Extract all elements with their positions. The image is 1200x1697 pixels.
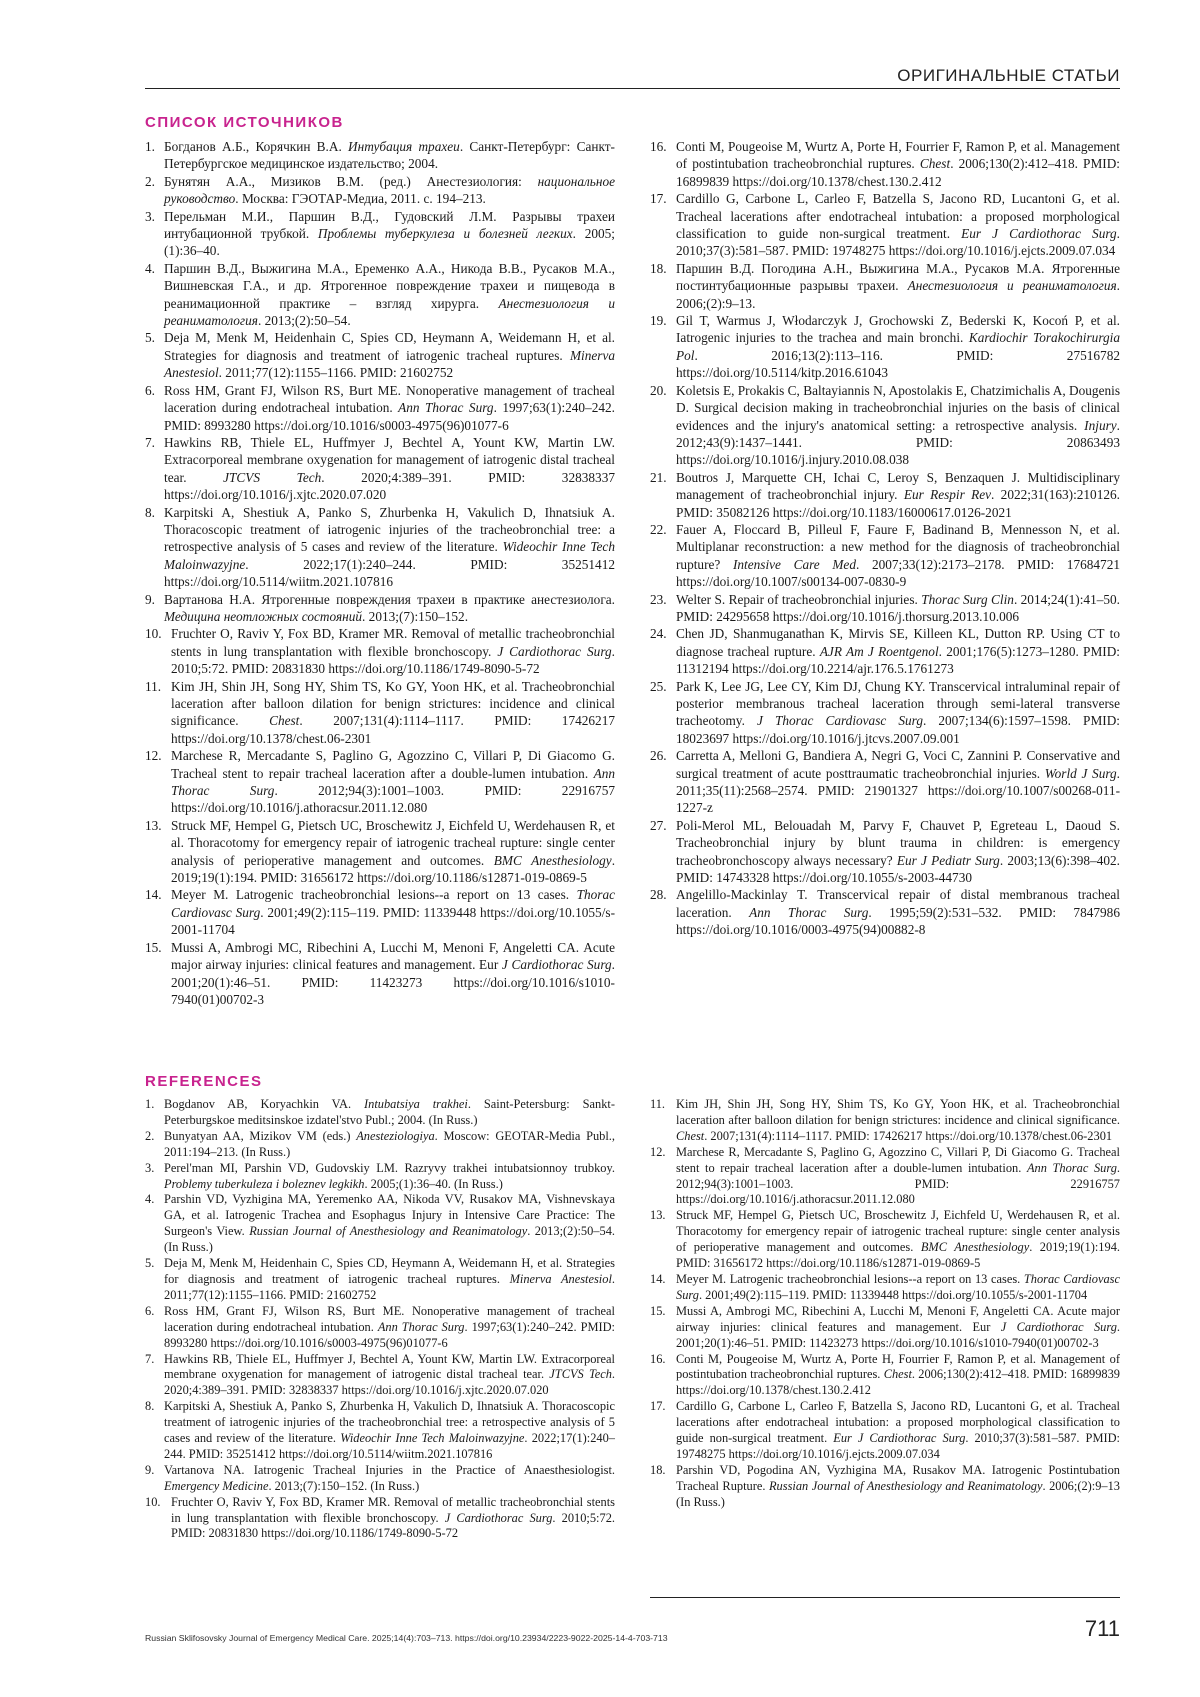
reference-number: 26. <box>650 748 667 764</box>
reference-number: 24. <box>650 626 667 642</box>
reference-number: 28. <box>650 887 667 903</box>
reference-text: Parshin VD, Pogodina AN, Vyzhigina MA, Rusakov MA. Iatrogenic Postintubation Tracheal Rupture. <box>676 1462 1120 1493</box>
reference-journal: J Cardiothorac Surg <box>497 643 612 659</box>
reference-item <box>650 1097 1120 1145</box>
reference-item <box>145 1129 615 1161</box>
reference-number: 3. <box>145 1160 155 1175</box>
reference-text: Ross HM, Grant FJ, Wilson RS, Burt ME. Nonoperative management of tracheal laceration during endotracheal intubation. <box>164 382 615 416</box>
reference-details: . 2012;94(3):1001–1003. PMID: 22916757 https://doi.org/10.1016/j.athoracsur.2011.12.080 <box>171 783 615 816</box>
reference-text: Паршин В.Д., Выжигина М.А., Еременко А.А., Никода В.В., Русаков М.А., Вишневская Г.А., и др. Ятрогенное повреждение трахеи и пищевода в реанимационной практике – взгляд хирурга. <box>164 260 615 311</box>
reference-text: Carretta A, Melloni G, Bandiera A, Negri G, Voci C, Zannini P. Conservative and surgical treatment of acute posttraumatic tracheobronchial injuries. <box>676 748 1120 781</box>
reference-details: . 2007;131(4):1114–1117. PMID: 17426217 https://doi.org/10.1378/chest.06-2301 <box>704 1128 1113 1143</box>
reference-item <box>650 886 1120 938</box>
reference-text: Angelillo-Mackinlay T. Transcervical repair of distal membranous tracheal laceration. <box>676 887 1120 920</box>
reference-text: Marchese R, Mercadante S, Paglino G, Agozzino C, Villari P, Di Giacomo G. Tracheal stent to repair tracheal laceration after a double-lumen intubation. <box>676 1144 1120 1175</box>
header-rule <box>145 88 1120 89</box>
reference-journal: AJR Am J Roentgenol <box>819 643 939 659</box>
reference-text: Бунятян А.А., Мизиков В.М. (ред.) Анестезиология: <box>164 173 538 189</box>
reference-journal: Ann Thorac Surg <box>749 904 869 920</box>
reference-item <box>145 504 615 591</box>
reference-number: 14. <box>145 887 162 903</box>
reference-number: 17. <box>650 1399 666 1414</box>
reference-details: . 2010;5:72. PMID: 20831830 https://doi.org/10.1186/1749-8090-5-72 <box>171 1510 615 1541</box>
reference-item <box>145 173 615 208</box>
reference-number: 11. <box>650 1097 666 1111</box>
reference-item <box>650 591 1120 626</box>
reference-journal: Injury <box>1084 417 1117 433</box>
reference-details: . 1997;63(1):240–242. PMID: 8993280 https://doi.org/10.1016/s0003-4975(96)01077-6 <box>164 400 615 433</box>
reference-text: Meyer M. Latrogenic tracheobronchial lesions--a report on 13 cases. <box>676 1271 1024 1286</box>
reference-journal: J Cardiothorac Surg <box>444 1510 553 1525</box>
reference-journal: Russian Journal of Anesthesiology and Reanimatology <box>768 1478 1043 1493</box>
reference-item <box>145 1495 615 1543</box>
en-refs-right-column <box>650 1097 1120 1511</box>
reference-text: Deja M, Menk M, Heidenhain C, Spies CD, Heymann A, Weidemann H, et al. Strategies for diagnosis and treatment of iatrogenic tracheal ruptures. <box>164 330 615 363</box>
reference-journal: Chest <box>676 1128 705 1143</box>
reference-item <box>145 1161 615 1193</box>
reference-number: 12. <box>650 1144 666 1159</box>
reference-text: Hawkins RB, Thiele EL, Huffmyer J, Bechtel A, Yount KW, Martin LW. Extracorporeal membrane oxygenation for management of iatrogenic distal tracheal tear. <box>164 1351 615 1382</box>
reference-details: . 2001;20(1):46–51. PMID: 11423273 https://doi.org/10.1016/s1010-7940(01)00702-3 <box>676 1319 1121 1350</box>
reference-number: 7. <box>145 434 155 450</box>
reference-item <box>145 817 615 887</box>
reference-details: . 2019;19(1):194. PMID: 31656172 https://doi.org/10.1186/s12871-019-0869-5 <box>676 1240 1120 1271</box>
reference-item <box>145 1399 615 1463</box>
reference-journal: Wideochir Inne Tech Maloinwazyjne <box>340 1431 525 1446</box>
reference-item <box>145 939 615 1009</box>
reference-number: 1. <box>145 1097 155 1111</box>
reference-number: 3. <box>145 208 155 224</box>
reference-number: 6. <box>145 1303 155 1318</box>
reference-journal: Анестезиология и реаниматология <box>907 278 1117 294</box>
reference-text: Перельман М.И., Паршин В.Д., Гудовский Л.М. Разрывы трахеи интубационной трубкой. <box>164 208 615 242</box>
reference-journal: Медицина неотложных состояний <box>164 608 363 624</box>
reference-item <box>145 138 615 173</box>
reference-journal: Russian Journal of Anesthesiology and Reanimatology <box>249 1224 528 1239</box>
reference-item <box>650 1304 1120 1352</box>
reference-journal: Eur Respir Rev <box>903 487 992 503</box>
reference-number: 15. <box>145 939 162 955</box>
reference-journal: World J Surg <box>1044 765 1117 781</box>
reference-number: 27. <box>650 817 667 833</box>
reference-journal: Thorac Cardiovasc Surg <box>171 887 615 920</box>
reference-text: Cardillo G, Carbone L, Carleo F, Batzella S, Jacono RD, Lucantoni G, et al. Tracheal lacerations after endotracheal intubation: a proposed morphological classification to guide non-surgical treatment. <box>676 1399 1120 1446</box>
reference-text: Вартанова Н.А. Ятрогенные повреждения трахеи в практике анестезиолога. <box>164 591 615 607</box>
reference-details: . 2013;(7):150–152. (In Russ.) <box>268 1478 420 1493</box>
reference-text: Boutros J, Marquette CH, Ichai C, Leroy S, Benzaquen J. Multidisciplinary management of tracheobronchial injury. <box>676 469 1120 503</box>
reference-item <box>145 591 615 626</box>
reference-number: 5. <box>145 330 155 346</box>
reference-number: 2. <box>145 1128 155 1143</box>
reference-number: 10. <box>145 626 162 642</box>
reference-text: Bunyatyan AA, Mizikov VM (eds.) <box>164 1128 357 1143</box>
reference-details: . 2011;77(12):1155–1166. PMID: 21602752 <box>218 365 454 381</box>
reference-item <box>145 625 615 677</box>
section-header: ОРИГИНАЛЬНЫЕ СТАТЬИ <box>897 66 1120 85</box>
reference-text: Vartanova NA. Iatrogenic Tracheal Injuries in the Practice of Anaesthesiologist. <box>164 1462 615 1477</box>
reference-item <box>145 747 615 817</box>
reference-details: . 2012;43(9):1437–1441. PMID: 20863493 https://doi.org/10.1016/j.injury.2010.08.038 <box>676 417 1120 468</box>
reference-journal: Problemy tuberkuleza i boleznev legkikh <box>164 1176 365 1191</box>
reference-details: . 2010;5:72. PMID: 20831830 https://doi.org/10.1186/1749-8090-5-72 <box>171 643 615 677</box>
reference-text: Паршин В.Д. Погодина А.Н., Выжигина М.А., Русаков М.А. Ятрогенные постинтубационные разрывы трахеи. <box>676 260 1120 294</box>
reference-details: . 2001;49(2):115–119. PMID: 11339448 https://doi.org/10.1055/s-2001-11704 <box>698 1287 1088 1302</box>
reference-journal: Wideochir Inne Tech Maloinwazyjne <box>164 539 615 572</box>
reference-text: Poli-Merol ML, Belouadah M, Parvy F, Chauvet P, Egreteau L, Daoud S. Tracheobronchial injury by blunt trauma in children: is emergency tracheobronchoscopy always necessary? <box>676 817 1120 868</box>
reference-item <box>650 625 1120 677</box>
reference-journal: Kardiochir Torakochirurgia Pol <box>676 330 1120 363</box>
reference-details: . 2001;20(1):46–51. PMID: 11423273 https://doi.org/10.1016/s1010-7940(01)00702-3 <box>171 957 615 1007</box>
reference-item <box>650 521 1120 591</box>
reference-number: 8. <box>145 1399 155 1414</box>
reference-item <box>650 1352 1120 1400</box>
reference-item <box>650 312 1120 382</box>
reference-journal: Chest <box>919 156 951 172</box>
reference-text: Chen JD, Shanmuganathan K, Mirvis SE, Killeen KL, Dutton RP. Using CT to diagnose tracheal rupture. <box>676 626 1120 659</box>
reference-journal: J Thorac Cardiovasc Surg <box>757 713 923 729</box>
reference-item <box>650 1399 1120 1463</box>
reference-text: Conti M, Pougeoise M, Wurtz A, Porte H, Fourrier F, Ramon P, et al. Management of postintubation tracheobronchial ruptures. <box>676 139 1120 172</box>
reference-number: 7. <box>145 1351 155 1366</box>
reference-details: . 2007;134(6):1597–1598. PMID: 18023697 https://doi.org/10.1016/j.jtcvs.2007.09.001 <box>676 713 1120 746</box>
reference-journal: Thorac Surg Clin <box>921 591 1014 607</box>
reference-number: 6. <box>145 382 155 398</box>
reference-text: Marchese R, Mercadante S, Paglino G, Agozzino C, Villari P, Di Giacomo G. Tracheal stent to repair tracheal laceration after a double-lumen intubation. <box>171 748 615 781</box>
reference-journal: Ann Thorac Surg <box>398 400 494 416</box>
reference-item <box>145 434 615 504</box>
reference-journal: Eur J Pediatr Surg <box>896 852 1000 868</box>
reference-item <box>650 678 1120 748</box>
reference-item <box>145 382 615 434</box>
reference-item <box>650 1272 1120 1304</box>
reference-item <box>145 1304 615 1352</box>
reference-item <box>650 1463 1120 1511</box>
reference-journal: национальное руководство <box>164 173 615 207</box>
reference-journal: Minerva Anestesiol <box>164 347 615 381</box>
reference-text: Kim JH, Shin JH, Song HY, Shim TS, Ko GY, Yoon HK, et al. Tracheobronchial laceration after balloon dilation for benign strictures: incidence and clinical significance. <box>171 678 615 729</box>
reference-text: Fruchter O, Raviv Y, Fox BD, Kramer MR. Removal of metallic tracheobronchial stents in lung transplantation with flexible bronchoscopy. <box>171 1494 615 1525</box>
reference-number: 11. <box>145 678 162 694</box>
reference-item <box>145 1256 615 1304</box>
bottom-rule <box>650 1597 1120 1598</box>
reference-number: 14. <box>650 1271 666 1286</box>
reference-details: . 2006;(2):9–13 (In Russ.) <box>676 1478 1120 1509</box>
reference-number: 2. <box>145 173 155 189</box>
reference-journal: Chest <box>883 1367 912 1382</box>
reference-item <box>145 1352 615 1400</box>
reference-text: Mussi A, Ambrogi MC, Ribechini A, Lucchi M, Menoni F, Angeletti CA. Acute major airway injuries: clinical features and management. Eur <box>676 1303 1120 1334</box>
reference-details: . 2003;13(6):398–402. PMID: 14743328 https://doi.org/10.1055/s-2003-44730 <box>676 852 1120 886</box>
reference-number: 22. <box>650 521 667 537</box>
reference-text: Koletsis E, Prokakis C, Baltayiannis N, Apostolakis E, Chatzimichalis A, Dougenis D. Surgical decision making in tracheobronchial injuries on the basis of clinical evidences and the injury's anatomical setting: a retrospective analysis. <box>676 382 1120 433</box>
reference-text: Kim JH, Shin JH, Song HY, Shim TS, Ko GY, Yoon HK, et al. Tracheobronchial laceration after balloon dilation for benign strictures: incidence and clinical significance. <box>676 1097 1120 1127</box>
reference-item <box>145 886 615 938</box>
reference-details: . 2013;(2):50–54. (In Russ.) <box>164 1224 615 1255</box>
reference-details: . 2011;35(11):2568–2574. PMID: 21901327 https://doi.org/10.1007/s00268-011-1227-z <box>676 765 1120 816</box>
reference-journal: Intensive Care Med <box>732 556 856 572</box>
reference-item <box>650 190 1120 260</box>
reference-number: 5. <box>145 1256 155 1271</box>
reference-journal: Anesteziologiya <box>356 1128 435 1143</box>
reference-journal: Eur J Cardiothorac Surg <box>961 226 1117 242</box>
en-references-title: REFERENCES <box>145 1073 263 1090</box>
reference-number: 9. <box>145 591 155 607</box>
reference-journal: BMC Anesthesiology <box>493 852 612 868</box>
reference-details: . 2016;13(2):113–116. PMID: 27516782 https://doi.org/10.5114/kitp.2016.61043 <box>676 347 1120 381</box>
reference-item <box>650 1208 1120 1272</box>
reference-details: . Moscow: GEOTAR-Media Publ., 2011:194–213. (In Russ.) <box>164 1128 616 1159</box>
reference-details: . 2006;(2):9–13. <box>676 278 1120 311</box>
reference-details: . Saint-Petersburg: Sankt-Peterburgskoe meditsinskoe izdatel'stvo Publ.; 2004. (In Russ.) <box>164 1097 616 1127</box>
page-number: 711 <box>1084 1616 1120 1641</box>
reference-text: Hawkins RB, Thiele EL, Huffmyer J, Bechtel A, Yount KW, Martin LW. Extracorporeal membrane oxygenation for management of iatrogenic distal tracheal tear. <box>164 434 615 485</box>
reference-journal: Ann Thorac Surg <box>377 1319 465 1334</box>
reference-item <box>650 469 1120 521</box>
reference-details: . 2013;(2):50–54. <box>257 313 351 329</box>
reference-details: . 2019;19(1):194. PMID: 31656172 https://doi.org/10.1186/s12871-019-0869-5 <box>171 852 616 886</box>
reference-text: Perel'man MI, Parshin VD, Gudovskiy LM. Razryvy trakhei intubatsionnoy trubkoy. <box>164 1160 615 1175</box>
reference-item <box>145 329 615 381</box>
reference-journal: JTCVS Tech <box>223 469 322 485</box>
reference-text: Park K, Lee JG, Lee CY, Kim DJ, Chung KY. Transcervical intraluminal repair of posterior membranous tracheal laceration through semi-lateral transverse tracheotomy. <box>676 678 1120 729</box>
reference-number: 18. <box>650 1462 666 1477</box>
reference-details: . Москва: ГЭОТАР-Медиа, 2011. с. 194–213. <box>235 191 486 207</box>
reference-text: Cardillo G, Carbone L, Carleo F, Batzella S, Jacono RD, Lucantoni G, et al. Tracheal lacerations after endotracheal intubation: a proposed morphological classification to guide non-surgical treatment. <box>676 191 1120 242</box>
reference-item <box>650 817 1120 887</box>
reference-item <box>650 1145 1120 1209</box>
reference-details: . 2007;33(12):2173–2178. PMID: 17684721 https://doi.org/10.1007/s00134-007-0830-9 <box>676 556 1120 590</box>
en-refs-left-column <box>145 1097 615 1542</box>
reference-item <box>145 1192 615 1256</box>
reference-text: Bogdanov AB, Koryachkin VA. <box>164 1097 365 1111</box>
reference-details: . 2001;49(2):115–119. PMID: 11339448 https://doi.org/10.1055/s-2001-11704 <box>171 904 615 938</box>
reference-journal: BMC Anesthesiology <box>920 1240 1030 1255</box>
reference-number: 9. <box>145 1462 155 1477</box>
reference-text: Karpitski A, Shestiuk A, Panko S, Zhurbenka H, Vakulich D, Ihnatsiuk A. Thoracoscopic treatment of iatrogenic injuries of the tracheobronchial tree: a retrospective analysis of 5 cases and review of the literature. <box>164 1399 615 1446</box>
footer-citation: Russian Sklifosovsky Journal of Emergency Medical Care. 2025;14(4):703–713. https://doi.org/10.23934/2223-9022-2025-14-4-703-713 <box>145 1633 668 1643</box>
reference-number: 12. <box>145 748 162 764</box>
reference-journal: Thorac Cardiovasc Surg <box>676 1271 1120 1302</box>
reference-number: 18. <box>650 260 667 276</box>
reference-details: . Санкт-Петербург: Санкт-Петербургское медицинское издательство; 2004. <box>164 139 615 172</box>
reference-journal: Emergency Medicine <box>164 1478 269 1493</box>
reference-details: . 1995;59(2):531–532. PMID: 7847986 https://doi.org/10.1016/0003-4975(94)00882-8 <box>676 904 1120 938</box>
reference-details: . 2020;4:389–391. PMID: 32838337 https://doi.org/10.1016/j.xjtc.2020.07.020 <box>164 469 615 503</box>
ru-refs-right-column <box>650 138 1120 939</box>
reference-details: . 2022;31(163):210126. PMID: 35082126 https://doi.org/10.1183/16000617.0126-2021 <box>676 487 1120 520</box>
reference-text: Deja M, Menk M, Heidenhain C, Spies CD, Heymann A, Weidemann H, et al. Strategies for diagnosis and treatment of iatrogenic tracheal ruptures. <box>164 1256 615 1286</box>
reference-number: 4. <box>145 260 155 276</box>
reference-details: . 2006;130(2):412–418. PMID: 16899839 https://doi.org/10.1378/chest.130.2.412 <box>676 156 1120 189</box>
reference-text: Parshin VD, Vyzhigina MA, Yeremenko AA, Nikoda VV, Rusakov MA, Vishnevskaya GA, et al. Iatrogenic Trachea and Esophagus Injury in Intensive Care Practice: The Surgeon's View. <box>164 1192 615 1239</box>
reference-number: 16. <box>650 139 667 154</box>
ru-refs-left-column <box>145 138 615 1008</box>
reference-journal: Анестезиология и реаниматология <box>164 295 615 329</box>
reference-number: 13. <box>145 817 162 833</box>
reference-text: Conti M, Pougeoise M, Wurtz A, Porte H, Fourrier F, Ramon P, et al. Management of postintubation tracheobronchial ruptures. <box>676 1351 1120 1382</box>
reference-item <box>145 260 615 330</box>
reference-text: Fauer A, Floccard B, Pilleul F, Faure F, Badinand B, Mennesson N, et al. Multiplanar reconstruction: a new method for the diagnosis of tracheobronchial rupture? <box>676 521 1120 572</box>
reference-text: Meyer M. Latrogenic tracheobronchial lesions--a report on 13 cases. <box>171 887 577 903</box>
reference-text: Mussi A, Ambrogi MC, Ribechini A, Lucchi M, Menoni F, Angeletti CA. Acute major airway injuries: clinical features and management. Eur <box>171 939 615 973</box>
reference-text: Fruchter O, Raviv Y, Fox BD, Kramer MR. Removal of metallic tracheobronchial stents in lung transplantation with flexible bronchoscopy. <box>171 626 615 659</box>
reference-journal: Eur J Cardiothorac Surg <box>833 1431 966 1446</box>
reference-item <box>650 747 1120 817</box>
reference-details: . 2022;17(1):240–244. PMID: 35251412 https://doi.org/10.5114/wiitm.2021.107816 <box>164 1431 615 1461</box>
reference-journal: Ann Thorac Surg <box>171 765 615 799</box>
reference-text: Struck MF, Hempel G, Pietsch UC, Broschewitz J, Eichfeld U, Werdehausen R, et al. Thoracotomy for emergency repair of iatrogenic tracheal rupture: single center analysis of perioperative management and outcomes. <box>171 817 615 868</box>
reference-number: 21. <box>650 469 667 485</box>
reference-number: 23. <box>650 591 667 607</box>
reference-details: . 2012;94(3):1001–1003. PMID: 22916757 https://doi.org/10.1016/j.athoracsur.2011.12.080 <box>676 1160 1120 1207</box>
reference-details: . 2010;37(3):581–587. PMID: 19748275 https://doi.org/10.1016/j.ejcts.2009.07.034 <box>676 226 1120 259</box>
reference-details: . 2005;(1):36–40. <box>164 226 616 259</box>
reference-item <box>650 260 1120 312</box>
reference-number: 13. <box>650 1208 666 1223</box>
reference-item <box>650 138 1120 190</box>
reference-journal: JTCVS Tech <box>549 1367 612 1382</box>
reference-journal: Проблемы туберкулеза и болезней легких <box>317 226 573 242</box>
reference-details: . 2020;4:389–391. PMID: 32838337 https://doi.org/10.1016/j.xjtc.2020.07.020 <box>164 1367 616 1398</box>
reference-text: Gil T, Warmus J, Włodarczyk J, Grochowski Z, Bederski K, Kocoń P, et al. Iatrogenic injuries to the trachea and main bronchi. <box>676 313 1120 346</box>
ru-references-title: СПИСОК ИСТОЧНИКОВ <box>145 114 344 131</box>
reference-number: 15. <box>650 1303 666 1318</box>
reference-details: . 2011;77(12):1155–1166. PMID: 21602752 <box>164 1271 615 1302</box>
reference-text: Welter S. Repair of tracheobronchial injuries. <box>676 591 922 607</box>
reference-details: . 2014;24(1):41–50. PMID: 24295658 https://doi.org/10.1016/j.thorsurg.2013.10.006 <box>676 591 1120 624</box>
reference-number: 1. <box>145 139 155 154</box>
reference-journal: J Cardiothorac Surg <box>501 957 612 973</box>
reference-number: 10. <box>145 1494 161 1509</box>
reference-journal: Интубация трахеи <box>348 139 460 154</box>
reference-number: 20. <box>650 382 667 398</box>
reference-journal: Minerva Anestesiol <box>509 1271 612 1286</box>
reference-number: 17. <box>650 191 667 207</box>
reference-journal: Ann Thorac Surg <box>1026 1160 1117 1175</box>
reference-details: . 2013;(7):150–152. <box>362 608 469 624</box>
reference-details: . 2022;17(1):240–244. PMID: 35251412 https://doi.org/10.5114/wiitm.2021.107816 <box>164 556 615 590</box>
reference-number: 25. <box>650 678 667 694</box>
reference-journal: Intubatsiya trakhei <box>364 1097 468 1111</box>
reference-text: Karpitski A, Shestiuk A, Panko S, Zhurbenka H, Vakulich D, Ihnatsiuk A. Thoracoscopic treatment of iatrogenic injuries of the tracheobronchial tree: a retrospective analysis of 5 cases and review of the literature. <box>164 504 615 555</box>
reference-number: 8. <box>145 504 155 520</box>
reference-text: Богданов А.Б., Корячкин В.А. <box>164 139 349 154</box>
reference-item <box>650 382 1120 469</box>
reference-item <box>145 1097 615 1129</box>
reference-details: . 2005;(1):36–40. (In Russ.) <box>364 1176 503 1191</box>
reference-details: . 2007;131(4):1114–1117. PMID: 17426217 https://doi.org/10.1378/chest.06-2301 <box>171 713 615 746</box>
reference-text: Struck MF, Hempel G, Pietsch UC, Broschewitz J, Eichfeld U, Werdehausen R, et al. Thoracotomy for emergency repair of iatrogenic tracheal rupture: single center analysis of perioperative management and outcomes. <box>676 1208 1120 1255</box>
reference-journal: Chest <box>269 713 300 729</box>
reference-number: 19. <box>650 313 667 329</box>
reference-details: . 2006;130(2):412–418. PMID: 16899839 https://doi.org/10.1378/chest.130.2.412 <box>676 1367 1120 1398</box>
reference-item <box>145 678 615 748</box>
reference-item <box>145 208 615 260</box>
reference-text: Ross HM, Grant FJ, Wilson RS, Burt ME. Nonoperative management of tracheal laceration during endotracheal intubation. <box>164 1303 615 1334</box>
reference-item <box>145 1463 615 1495</box>
reference-number: 16. <box>650 1351 666 1366</box>
reference-journal: J Cardiothorac Surg <box>1000 1319 1117 1334</box>
reference-details: . 2010;37(3):581–587. PMID: 19748275 https://doi.org/10.1016/j.ejcts.2009.07.034 <box>676 1431 1120 1461</box>
reference-details: . 1997;63(1):240–242. PMID: 8993280 https://doi.org/10.1016/s0003-4975(96)01077-6 <box>164 1319 615 1350</box>
reference-details: . 2001;176(5):1273–1280. PMID: 11312194 https://doi.org/10.2214/ajr.176.5.1761273 <box>676 643 1120 677</box>
reference-number: 4. <box>145 1192 155 1207</box>
